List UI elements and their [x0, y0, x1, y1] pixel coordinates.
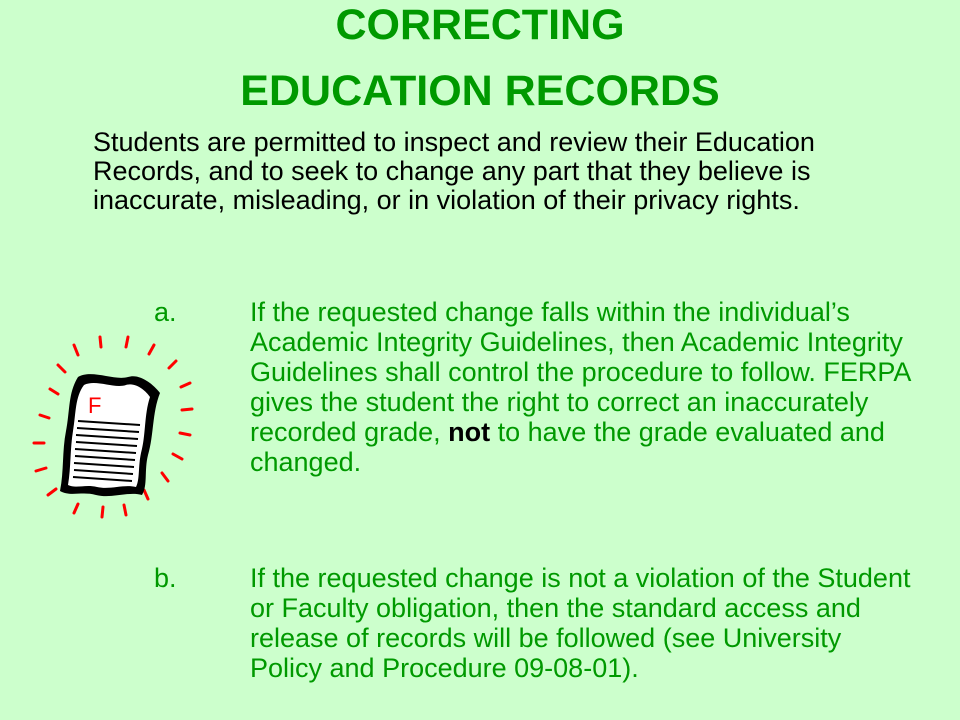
intro-paragraph: Students are permitted to inspect and review their Education Records, and to seek to change any part that they believe is inaccurate, misleading, or in violation of their privacy rights. [93, 127, 815, 215]
item-text-after: to have the grade evaluated and changed. [250, 417, 885, 477]
list-marker: b. [154, 563, 177, 593]
slide-title-line-1: CORRECTING [335, 1, 625, 49]
emphasis-word: not [448, 417, 491, 447]
slide-title-line-2: EDUCATION RECORDS [240, 67, 720, 115]
list-item-text [250, 297, 920, 477]
failing-grade-paper-icon [30, 335, 200, 525]
grade-letter: F [88, 393, 102, 418]
list-marker: a. [154, 297, 177, 327]
item-text-before: If the requested change falls within the individual’s Academic Integrity Guidelines, then Academic Integrity Guidelines shall control the procedure to follow. FERPA gives the student the right to correct an inaccurately recorded grade, [250, 297, 910, 447]
list-item-text: If the requested change is not a violation of the Student or Faculty obligation, then the standard access and release of records will be followed (see University Policy and Procedure 09-08-01). [250, 563, 911, 683]
paper [60, 374, 160, 496]
